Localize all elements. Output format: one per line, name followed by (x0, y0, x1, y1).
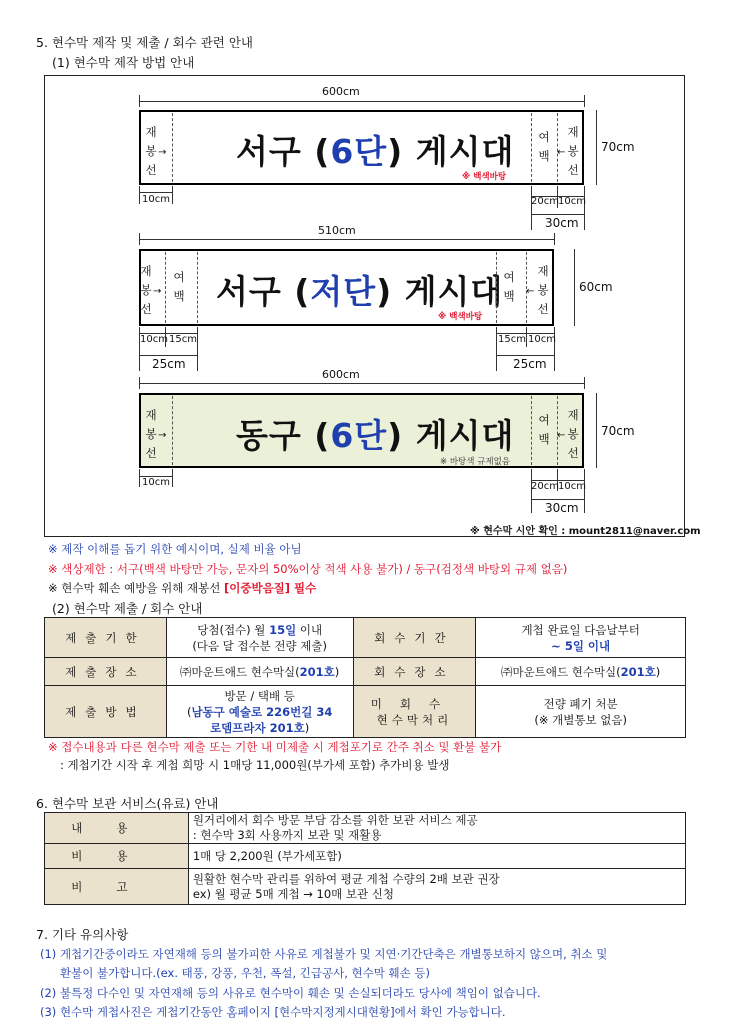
storage-remark-value: 원활한 현수막 관리를 위하여 평균 게첩 수량의 2배 보관 권장 ex) 월 평균 5매 게첩 → 10매 보관 신청 (188, 869, 685, 905)
banner1-dim-total: 30cm (545, 216, 579, 230)
storage-content-header: 내용 (45, 813, 189, 844)
submit-method-header: 제출방법 (45, 686, 167, 738)
draft-confirm-email: ※ 현수막 시안 확인 : mount2811@naver.com (470, 526, 701, 537)
banner1-note: ※ 백색바탕 (462, 172, 507, 182)
banner3-height-label: 70cm (601, 424, 635, 438)
banner2-dim-total-right: 25cm (513, 357, 547, 371)
banner1-right-sew: 재 봉 선 (567, 125, 579, 177)
banner3-title: 동구 (6단) 게시대 (236, 416, 515, 455)
storage-remark-header: 비고 (45, 869, 189, 905)
submit-method-value: 방문 / 택배 등 (남동구 예술로 226번길 34 로뎀프라자 201호) (166, 686, 353, 738)
uncollected-header: 미회수 현수막처리 (353, 686, 476, 738)
banner3-width-label: 600cm (322, 368, 360, 381)
section6-title: 6. 현수막 보관 서비스(유료) 안내 (36, 796, 219, 811)
banner1-height-label: 70cm (601, 140, 635, 154)
collect-place-header: 회수장소 (353, 658, 476, 686)
banner2-height-label: 60cm (579, 280, 613, 294)
uncollected-value: 전량 폐기 처분 (※ 개별통보 없음) (476, 686, 686, 738)
banner3-right-sew: 재 봉 선 (567, 408, 579, 460)
storage-cost-value: 1매 당 2,200원 (부가세포함) (188, 844, 685, 869)
banner3-dim-r2: 10cm (558, 481, 586, 492)
banner1-dim-r1: 20cm (531, 196, 559, 207)
banner3-dim-r1: 20cm (531, 481, 559, 492)
section5-title: 5. 현수막 제작 및 제출 / 회수 관련 안내 (36, 35, 253, 50)
collect-period-value: 게첩 완료일 다음날부터 ~ 5일 이내 (476, 618, 686, 658)
banner2-dim-l1: 10cm (140, 334, 168, 345)
banner3-dim-left: 10cm (142, 477, 170, 488)
banner2-right-margin: 여 백 (503, 270, 515, 303)
collect-place-value: ㈜마운트애드 현수막실(201호) (476, 658, 686, 686)
collect-period-header: 회수기간 (353, 618, 476, 658)
section7-item1-line1: (1) 게첩기간중이라도 자연재해 등의 불가피한 사유로 게첩불가 및 지연·기간단축은 개별통보하지 않으며, 취소 및 (40, 947, 608, 961)
banner3-margin: 여 백 (538, 413, 550, 446)
banner1-margin: 여 백 (538, 130, 550, 163)
submit-place-value: ㈜마운트애드 현수막실(201호) (166, 658, 353, 686)
banner2-dim-r2: 10cm (528, 334, 556, 345)
submit-deadline-value: 당첨(접수) 월 15일 이내 (다음 달 접수분 전량 제출) (166, 618, 353, 658)
banner3-dim-total: 30cm (545, 501, 579, 515)
submit-deadline-header: 제출기한 (45, 618, 167, 658)
banner3-note: ※ 바탕색 규제없음 (440, 457, 511, 467)
banner1-title: 서구 (6단) 게시대 (236, 132, 515, 171)
banner2-left-margin: 여 백 (173, 270, 185, 303)
banner1-left-sew: 재 봉 선 (145, 125, 157, 177)
submit-note-2: : 게첩기간 시작 후 게첩 희망 시 1매당 11,000원(부가세 포함) 추가비용 발생 (60, 758, 450, 772)
banner2-dim-r1: 15cm (498, 334, 526, 345)
banner1-dim-r2: 10cm (558, 196, 586, 207)
banner1-dim-left: 10cm (142, 194, 170, 205)
banner2-left-sew: 재 봉 선 (140, 264, 152, 316)
storage-cost-header: 비용 (45, 844, 189, 869)
storage-table (44, 812, 686, 905)
submit-table (44, 617, 686, 738)
submit-place-header: 제출장소 (45, 658, 167, 686)
section7-item1-line2: 환불이 불가합니다.(ex. 태풍, 강풍, 우천, 폭설, 긴급공사, 현수막 훼손 등) (60, 966, 430, 980)
section5-sub1: (1) 현수막 제작 방법 안내 (52, 55, 195, 70)
banner2-note: ※ 백색바탕 (438, 312, 483, 322)
banner2-dim-total-left: 25cm (152, 357, 186, 371)
banner1-width-label: 600cm (322, 85, 360, 98)
section5-sub2: (2) 현수막 제출 / 회수 안내 (52, 601, 203, 616)
submit-note-1: ※ 접수내용과 다른 현수막 제출 또는 기한 내 미제출 시 게첩포기로 간주 취소 및 환불 불가 (48, 740, 502, 754)
banner2-right-sew: 재 봉 선 (537, 264, 549, 316)
note-stitch: ※ 현수막 훼손 예방을 위해 재봉선 [이중박음질] 필수 (48, 581, 317, 595)
section7-title: 7. 기타 유의사항 (36, 927, 129, 942)
banner2-title: 서구 (저단) 게시대 (216, 272, 504, 311)
note-color: ※ 색상제한 : 서구(백색 바탕만 가능, 문자의 50%이상 적색 사용 불가) / 동구(검정색 바탕외 규제 없음) (48, 562, 568, 576)
section7-item3: (3) 현수막 게첩사진은 게첩기간동안 홈페이지 [현수막지정게시대현황]에서 확인 가능합니다. (40, 1005, 506, 1019)
storage-content-value: 원거리에서 회수 방문 부담 감소를 위한 보관 서비스 제공 : 현수막 3회 사용까지 보관 및 재활용 (188, 813, 685, 844)
banner3-left-sew: 재 봉 선 (145, 408, 157, 460)
banner2-dim-l2: 15cm (169, 334, 197, 345)
banner2-width-label: 510cm (318, 224, 356, 237)
note-example: ※ 제작 이해를 돕기 위한 예시이며, 실제 비율 아님 (48, 542, 302, 556)
section7-item2: (2) 불특정 다수인 및 자연재해 등의 사유로 현수막이 훼손 및 손실되더라도 당사에 책임이 없습니다. (40, 986, 541, 1000)
